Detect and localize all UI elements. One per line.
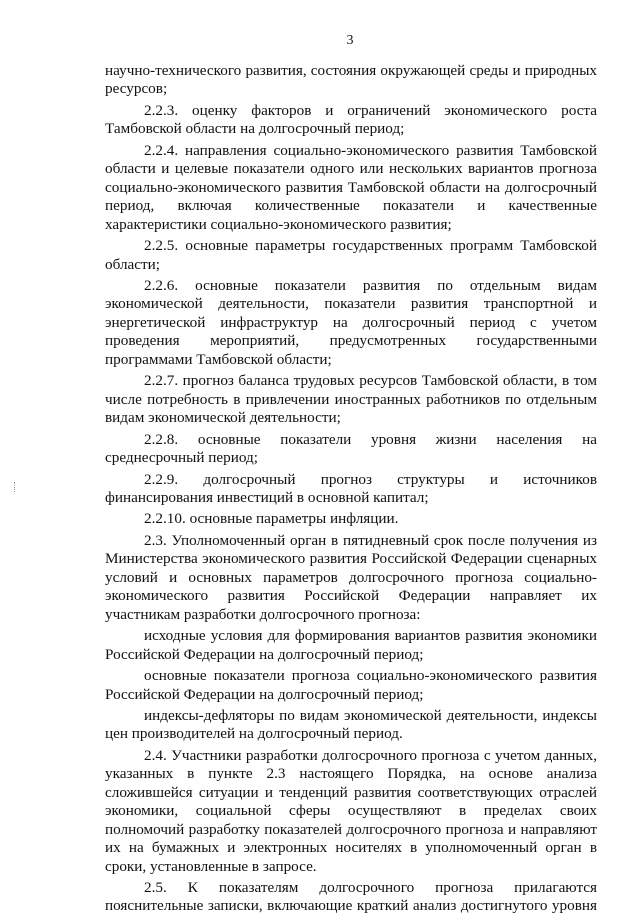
paragraph: 2.2.8. основные показатели уровня жизни населения на среднесрочный период; — [105, 430, 597, 467]
paragraph: индексы-дефляторы по видам экономической деятельности, индексы цен производителей на долгосрочный период. — [105, 706, 597, 743]
margin-mark — [14, 482, 17, 492]
page-number: 3 — [346, 33, 354, 48]
paragraph: 2.2.9. долгосрочный прогноз структуры и источников финансирования инвестиций в основной капитал; — [105, 470, 597, 506]
paragraph: 2.3. Уполномоченный орган в пятидневный срок после получения из Министерства экономического развития Российской Федерации сценарных условий и основных параметров долгосрочного прогноза социально-экономического развития Российской Федерации направляет их участникам разработки долгосрочного прогноза: — [105, 531, 597, 623]
paragraph: 2.2.6. основные показатели развития по отдельным видам экономической деятельности, показатели развития транспортной и энергетической инфраструктур на долгосрочный период с учетом проведения мероприятий, предусмотренных государственными программами Тамбовской области; — [105, 276, 597, 368]
paragraph: 2.5. К показателям долгосрочного прогноза прилагаются пояснительные записки, включающие краткий анализ достигнутого уровня — [105, 879, 597, 915]
paragraph: 2.2.3. оценку факторов и ограничений экономического роста Тамбовской области на долгосрочный период; — [105, 101, 597, 138]
paragraph: 2.2.10. основные параметры инфляции. — [144, 510, 399, 528]
paragraph: 2.2.7. прогноз баланса трудовых ресурсов Тамбовской области, в том числе потребность в привлечении иностранных работников по отдельным видам экономической деятельности; — [105, 372, 597, 427]
document-body — [105, 62, 597, 916]
paragraph: 2.4. Участники разработки долгосрочного прогноза с учетом данных, указанных в пункте 2.3 настоящего Порядка, на основе анализа сложившейся ситуации и тенденций развития соответствующих отраслей экономики, социальной сферы осуществляют в пределах своих полномочий разработку показателей долгосрочного прогноза и направляют их на бумажных и электронных носителях в уполномоченный орган в сроки, установленные в запросе. — [105, 746, 597, 875]
paragraph: научно-технического развития, состояния окружающей среды и природных ресурсов; — [105, 62, 597, 98]
paragraph: основные показатели прогноза социально-экономического развития Российской Федерации на долгосрочный период; — [105, 667, 597, 703]
paragraph: 2.2.5. основные параметры государственных программ Тамбовской области; — [105, 237, 597, 273]
paragraph: исходные условия для формирования вариантов развития экономики Российской Федерации на долгосрочный период; — [105, 627, 597, 663]
paragraph: 2.2.4. направления социально-экономического развития Тамбовской области и целевые показатели одного или нескольких вариантов прогноза социально-экономического развития Тамбовской области на долгосрочный период, включая количественные показатели и качественные характеристики социально-экономического развития; — [105, 141, 597, 233]
